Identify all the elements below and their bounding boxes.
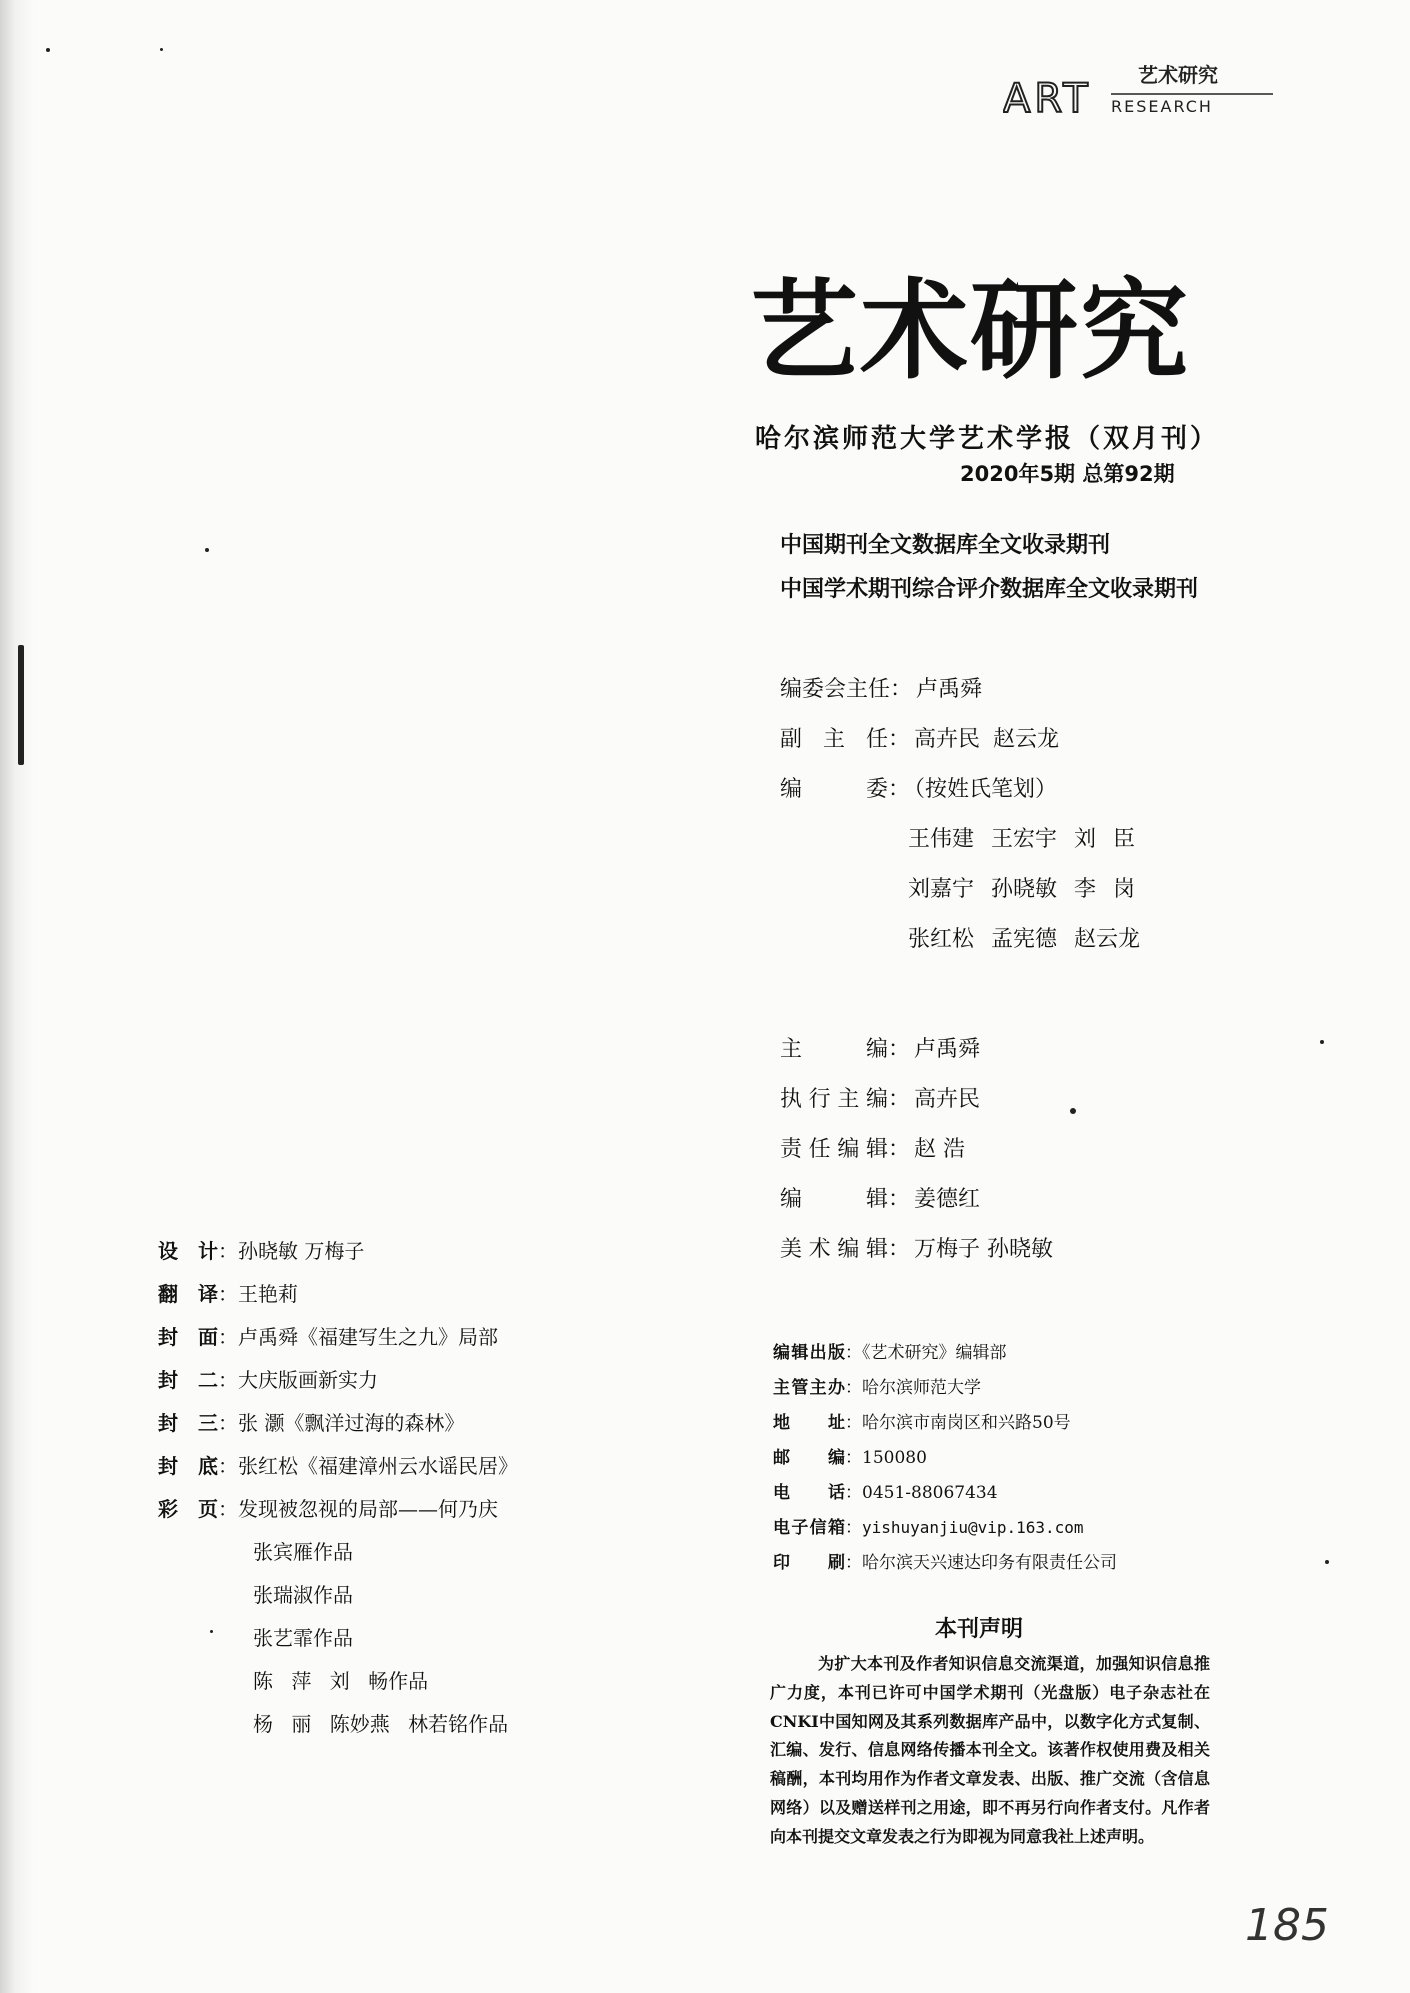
committee-member-row: 刘嘉宁 孙晓敏 李 岗 — [908, 877, 1135, 902]
publisher-value: 0451-88067434 — [862, 1483, 998, 1503]
credit-continuation: 张瑞淑作品 — [253, 1583, 353, 1607]
publisher-row: 电话：0451-88067434 — [773, 1478, 998, 1503]
indexing-line: 中国学术期刊综合评介数据库全文收录期刊 — [780, 576, 1199, 601]
staff-row: 编辑： 姜德红 — [780, 1182, 980, 1213]
credit-value: 张红松《福建漳州云水谣民居》 — [238, 1454, 518, 1478]
credit-continuation: 陈 萍 刘 畅作品 — [253, 1669, 429, 1693]
credit-row: 翻译：王艳莉 — [158, 1278, 298, 1307]
credit-label: 翻译 — [158, 1282, 218, 1306]
publisher-row: 主管主办：哈尔滨师范大学 — [773, 1373, 981, 1398]
committee-chair: 编委会主任： 卢禹舜 — [780, 672, 982, 703]
issue-number: 2020年5期 总第92期 — [960, 462, 1175, 486]
credit-value: 孙晓敏 万梅子 — [238, 1239, 365, 1263]
scan-speck — [205, 548, 209, 552]
publisher-label: 印刷 — [773, 1553, 845, 1573]
staff-value: 万梅子 孙晓敏 — [914, 1237, 1054, 1262]
committee-chair-name: 卢禹舜 — [916, 677, 983, 702]
credit-continuation: 张宾雁作品 — [253, 1540, 353, 1564]
staff-value: 姜德红 — [914, 1187, 981, 1212]
credit-value: 卢禹舜《福建写生之九》局部 — [238, 1325, 498, 1349]
publisher-value: 哈尔滨天兴速达印务有限责任公司 — [862, 1553, 1117, 1573]
logo-research-text: RESEARCH — [1111, 97, 1213, 116]
indexing-line: 中国期刊全文数据库全文收录期刊 — [780, 532, 1111, 557]
credit-label: 封二 — [158, 1368, 218, 1392]
notice-title: 本刊声明 — [935, 1616, 1024, 1641]
credit-label: 封面 — [158, 1325, 218, 1349]
publisher-label: 编辑出版 — [773, 1343, 845, 1363]
staff-label: 责任编辑 — [780, 1137, 888, 1162]
publisher-row: 印刷：哈尔滨天兴速达印务有限责任公司 — [773, 1548, 1117, 1573]
publisher-label: 地址 — [773, 1413, 845, 1433]
page-number: 185 — [1245, 1900, 1329, 1951]
publisher-value: 哈尔滨市南岗区和兴路50号 — [862, 1413, 1071, 1433]
credit-label: 封三 — [158, 1411, 218, 1435]
staff-value: 高卉民 — [914, 1087, 981, 1112]
publisher-row: 编辑出版：《艺术研究》编辑部 — [773, 1338, 1007, 1363]
logo-chinese-text: 艺术研究 — [1138, 63, 1218, 87]
logo-art-text: ART — [1003, 76, 1092, 120]
notice-body: 为扩大本刊及作者知识信息交流渠道，加强知识信息推广力度，本刊已许可中国学术期刊（光盘版）电子杂志社在CNKI中国知网及其系列数据库产品中，以数字化方式复制、汇编、发行、信息网络传播本刊全文。该著作权使用费及相关稿酬，本刊均用作为作者文章发表、出版、推广交流（含信息网络）以及赠送样刊之用途，即不再另行向作者支付。凡作者向本刊提交文章发表之行为即视为同意我社上述声明。 — [770, 1654, 1210, 1846]
staff-label: 美术编辑 — [780, 1237, 888, 1262]
credit-continuation: 张艺霏作品 — [253, 1626, 353, 1650]
publisher-label: 电子信箱 — [773, 1518, 845, 1538]
publisher-value: 哈尔滨师范大学 — [862, 1378, 981, 1398]
credit-row: 彩页：发现被忽视的局部——何乃庆 — [158, 1493, 498, 1522]
credit-value: 张 灏《飘洋过海的森林》 — [238, 1411, 465, 1435]
publisher-label: 主管主办 — [773, 1378, 845, 1398]
credit-value: 王艳莉 — [238, 1282, 298, 1306]
credit-value: 发现被忽视的局部——何乃庆 — [238, 1497, 498, 1521]
credit-continuation: 杨 丽 陈妙燕 林若铭作品 — [253, 1712, 509, 1736]
publisher-value: 《艺术研究》编辑部 — [862, 1343, 1007, 1363]
journal-title: 艺术研究 — [750, 269, 1191, 394]
committee-vice: 副主任： 高卉民 赵云龙 — [780, 722, 1059, 753]
committee-vice-label: 副主任 — [780, 727, 888, 752]
scan-edge-shadow — [0, 0, 34, 1993]
journal-logo — [1003, 60, 1278, 120]
credit-row: 封面：卢禹舜《福建写生之九》局部 — [158, 1321, 498, 1350]
scan-speck — [1325, 1560, 1329, 1564]
committee-members-label: 编委 — [780, 777, 888, 802]
staff-row: 责任编辑： 赵 浩 — [780, 1132, 965, 1163]
staff-label: 主编 — [780, 1037, 888, 1062]
credit-row: 设计：孙晓敏 万梅子 — [158, 1235, 364, 1264]
credit-label: 彩页 — [158, 1497, 218, 1521]
publisher-label: 电话 — [773, 1483, 845, 1503]
staff-row: 美术编辑： 万梅子 孙晓敏 — [780, 1232, 1053, 1263]
committee-members-note: （按姓氏笔划） — [914, 777, 1058, 802]
committee-member-row: 张红松 孟宪德 赵云龙 — [908, 927, 1140, 952]
staff-value: 赵 浩 — [914, 1137, 966, 1162]
credit-row: 封底：张红松《福建漳州云水谣民居》 — [158, 1450, 518, 1479]
scan-edge-mark — [18, 645, 24, 765]
publisher-row: 邮编：150080 — [773, 1443, 927, 1468]
staff-row: 主编： 卢禹舜 — [780, 1032, 980, 1063]
scan-speck — [210, 1630, 213, 1633]
staff-value: 卢禹舜 — [914, 1037, 981, 1062]
publisher-row: 电子信箱：yishuyanjiu@vip.163.com — [773, 1513, 1084, 1538]
staff-row: 执行主编： 高卉民 — [780, 1082, 980, 1113]
staff-label: 编辑 — [780, 1187, 888, 1212]
scan-speck — [1320, 1040, 1324, 1044]
credit-row: 封二：大庆版画新实力 — [158, 1364, 378, 1393]
publisher-label: 邮编 — [773, 1448, 845, 1468]
journal-subtitle: 哈尔滨师范大学艺术学报（双月刊） — [755, 424, 1220, 454]
committee-member-row: 王伟建 王宏宇 刘 臣 — [908, 827, 1135, 852]
publisher-row: 地址：哈尔滨市南岗区和兴路50号 — [773, 1408, 1071, 1433]
committee-vice-names: 高卉民 赵云龙 — [914, 727, 1060, 752]
committee-members: 编委： （按姓氏笔划） — [780, 772, 1057, 803]
credit-row: 封三：张 灏《飘洋过海的森林》 — [158, 1407, 464, 1436]
scan-speck — [160, 48, 163, 51]
scan-speck — [1070, 1108, 1076, 1114]
committee-chair-label: 编委会主任 — [780, 677, 891, 702]
staff-label: 执行主编 — [780, 1087, 888, 1112]
publisher-value: 150080 — [862, 1448, 927, 1468]
credit-label: 设计 — [158, 1239, 218, 1263]
credit-label: 封底 — [158, 1454, 218, 1478]
credit-value: 大庆版画新实力 — [238, 1368, 378, 1392]
publisher-value: yishuyanjiu@vip.163.com — [862, 1518, 1084, 1537]
scan-speck — [46, 48, 50, 52]
